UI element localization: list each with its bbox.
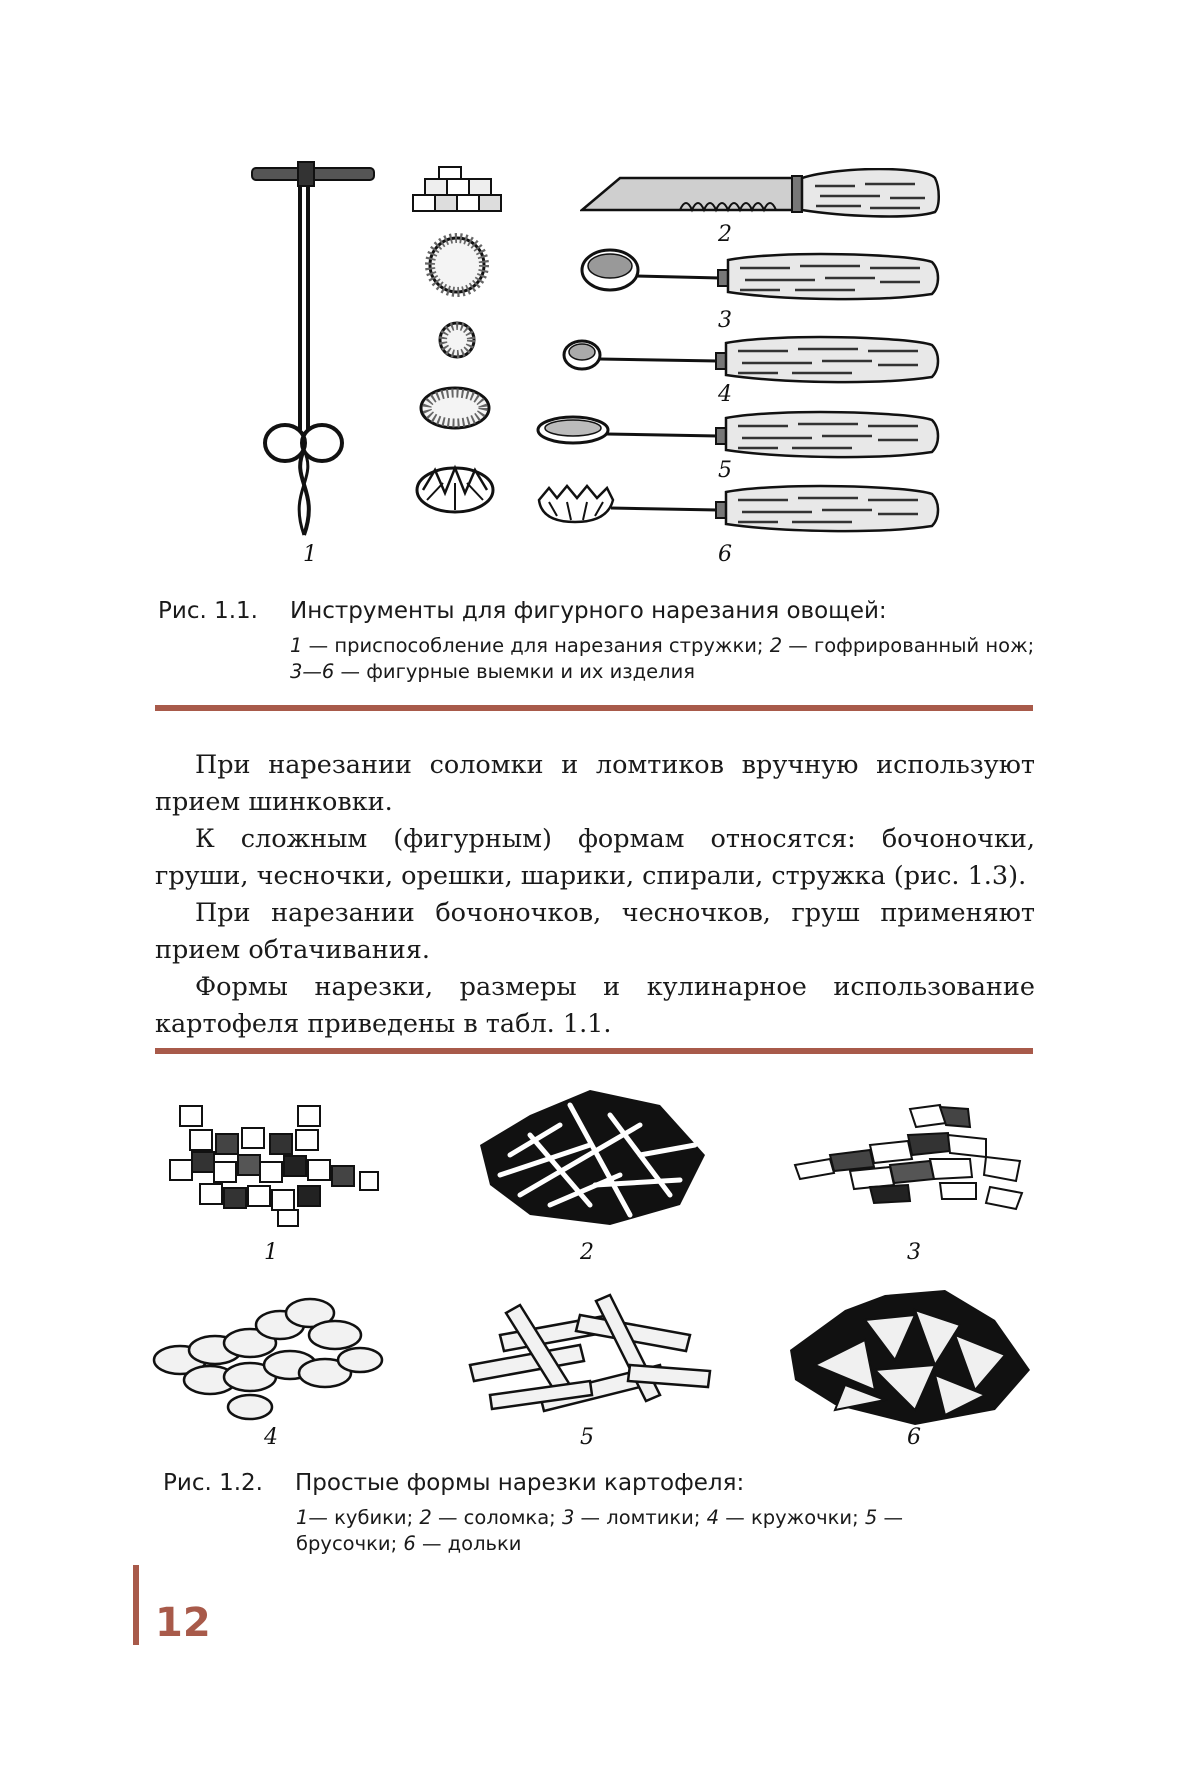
paragraph: Формы нарезки, размеры и кулинарное использование картофеля приведены в табл. 1.1.: [155, 972, 1035, 1039]
figure-1-2-label-6: 6: [907, 1425, 921, 1450]
figure-1-2-label-4: 4: [264, 1425, 278, 1450]
legend-num: 1: [290, 634, 303, 657]
figure-1-1: [0, 0, 1181, 600]
page-number-bar: [133, 1565, 139, 1645]
legend-num: 1: [296, 1506, 309, 1529]
round-scoop-small-illustration: [560, 333, 940, 385]
legend-text: — кружочки;: [719, 1506, 865, 1529]
figure-1-1-caption: [158, 598, 887, 624]
paragraph: К сложным (фигурным) формам относятся: бочоночки, груши, чесночки, орешки, шарики, спирали, стружка (рис. 1.3).: [155, 824, 1035, 891]
figure-1-2-caption: [163, 1470, 744, 1496]
figure-1-2-label-1: 1: [264, 1240, 278, 1265]
straws-illustration: [470, 1085, 710, 1235]
wedges-illustration: [785, 1280, 1035, 1430]
figure-1-2-caption-title: Простые формы нарезки картофеля:: [295, 1470, 745, 1496]
figure-1-2-legend: [296, 1505, 986, 1557]
legend-num: 2: [769, 634, 783, 657]
figure-1-1-label-6: 6: [718, 542, 732, 567]
figure-1-1-label-3: 3: [718, 308, 732, 333]
figure-1-1-label-5: 5: [718, 458, 732, 483]
legend-text: — гофрированный нож;: [782, 634, 1035, 657]
legend-num: 4: [706, 1506, 720, 1529]
figure-1-2-label-3: 3: [907, 1240, 921, 1265]
legend-text: — соломка;: [431, 1506, 562, 1529]
body-text: [155, 747, 1035, 1043]
round-scoop-large-illustration: [580, 248, 940, 304]
section-divider: [155, 705, 1033, 711]
legend-num: 3: [561, 1506, 575, 1529]
legend-text: — дольки: [415, 1532, 522, 1555]
legend-text: — кубики;: [308, 1506, 420, 1529]
legend-text: — брусочки;: [296, 1506, 904, 1555]
fluted-scoop-illustration: [535, 480, 940, 536]
legend-num: 5: [864, 1506, 878, 1529]
figure-1-2-label-5: 5: [580, 1425, 594, 1450]
legend-text: — ломтики;: [574, 1506, 707, 1529]
paragraph: При нарезании бочоночков, чесночков, груш применяют прием обтачивания.: [155, 898, 1035, 965]
figure-1-1-caption-title: Инструменты для фигурного нарезания овощей:: [290, 598, 887, 624]
paragraph: При нарезании соломки и ломтиков вручную используют прием шинковки.: [155, 750, 1035, 817]
figure-1-1-label-4: 4: [718, 382, 732, 407]
page-number: 12: [155, 1600, 211, 1646]
figure-1-2-label-2: 2: [580, 1240, 594, 1265]
legend-num: 6: [403, 1532, 416, 1555]
cubes-illustration: [160, 1100, 380, 1230]
corrugated-knife-illustration: [580, 168, 940, 220]
figure-1-2-caption-label: Рис. 1.2.: [163, 1470, 263, 1496]
figure-1-1-caption-label: Рис. 1.1.: [158, 598, 258, 624]
figure-1-1-legend: [290, 633, 1035, 685]
legend-text: — фигурные выемки и их изделия: [334, 660, 695, 683]
legend-num: 3—6: [290, 660, 335, 683]
legend-num: 2: [419, 1506, 432, 1529]
figure-1-1-label-2: 2: [718, 222, 732, 247]
section-divider: [155, 1048, 1033, 1054]
rounds-illustration: [150, 1285, 390, 1425]
figure-1-1-label-1: 1: [303, 542, 317, 567]
legend-text: — приспособление для нарезания стружки;: [302, 634, 770, 657]
spiral-shaving-tool-illustration: [250, 160, 380, 540]
bars-illustration: [460, 1285, 720, 1425]
oval-scoop-illustration: [535, 408, 940, 460]
slices-illustration: [790, 1095, 1030, 1230]
figured-cut-products-illustration: [405, 165, 515, 535]
